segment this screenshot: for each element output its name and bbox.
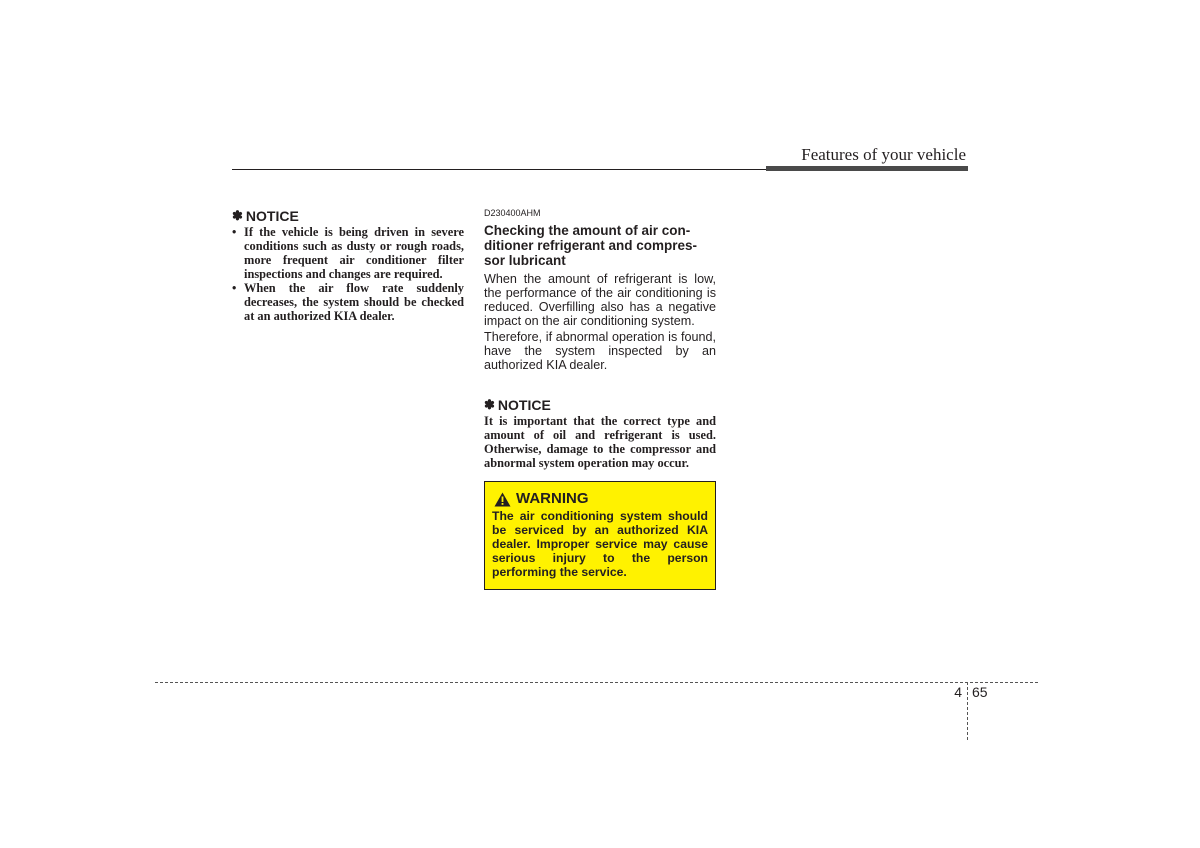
warning-text: The air conditioning system should be serviced by an authorized KIA dealer. Improper service may cause serious injury to the person performing the service.	[492, 509, 708, 579]
running-header-title: Features of your vehicle	[801, 145, 966, 164]
notice-bullet-item	[232, 281, 464, 323]
section-title	[484, 223, 716, 268]
notice-asterisk-icon: ✽	[232, 208, 243, 223]
section-title-line: Checking the amount of air con-	[484, 223, 691, 238]
header-rule	[232, 169, 766, 170]
bullet-icon: •	[232, 225, 237, 239]
warning-triangle-icon	[494, 492, 511, 507]
warning-heading	[494, 490, 708, 508]
left-column	[232, 207, 464, 323]
chapter-number: 4	[954, 684, 962, 700]
section-title-line: sor lubricant	[484, 253, 566, 268]
section-title-line: ditioner refrigerant and compres-	[484, 238, 698, 253]
notice-title: NOTICE	[497, 397, 551, 413]
notice-heading	[484, 396, 716, 414]
bullet-icon: •	[232, 281, 237, 295]
page-number-divider	[967, 682, 968, 740]
right-column	[484, 207, 716, 590]
page-number: 65	[972, 684, 988, 700]
notice-heading	[232, 207, 464, 225]
notice-asterisk-icon: ✽	[484, 397, 495, 412]
body-paragraph: Therefore, if abnormal operation is found, have the system inspected by an authorized KIA dealer.	[484, 330, 716, 372]
bullet-text: When the air flow rate suddenly decreases, the system should be checked at an authorized KIA dealer.	[244, 281, 464, 323]
bullet-text: If the vehicle is being driven in severe conditions such as dusty or rough roads, more frequent air conditioner filter inspections and changes are required.	[244, 225, 464, 281]
notice-bullet-list	[232, 225, 464, 323]
notice-block	[484, 396, 716, 470]
notice-title: NOTICE	[245, 208, 299, 224]
warning-box	[484, 481, 716, 590]
warning-title: WARNING	[516, 490, 589, 507]
footer-rule	[155, 682, 1038, 683]
header-rule-accent	[766, 166, 968, 171]
notice-text: It is important that the correct type and amount of oil and refrigerant is used. Otherwise, damage to the compressor and abnormal system operation may occur.	[484, 414, 716, 470]
body-paragraph: When the amount of refrigerant is low, the performance of the air conditioning is reduced. Overfilling also has a negative impact on the air conditioning system.	[484, 272, 716, 328]
notice-bullet-item	[232, 225, 464, 281]
section-code: D230400AHM	[484, 208, 541, 218]
